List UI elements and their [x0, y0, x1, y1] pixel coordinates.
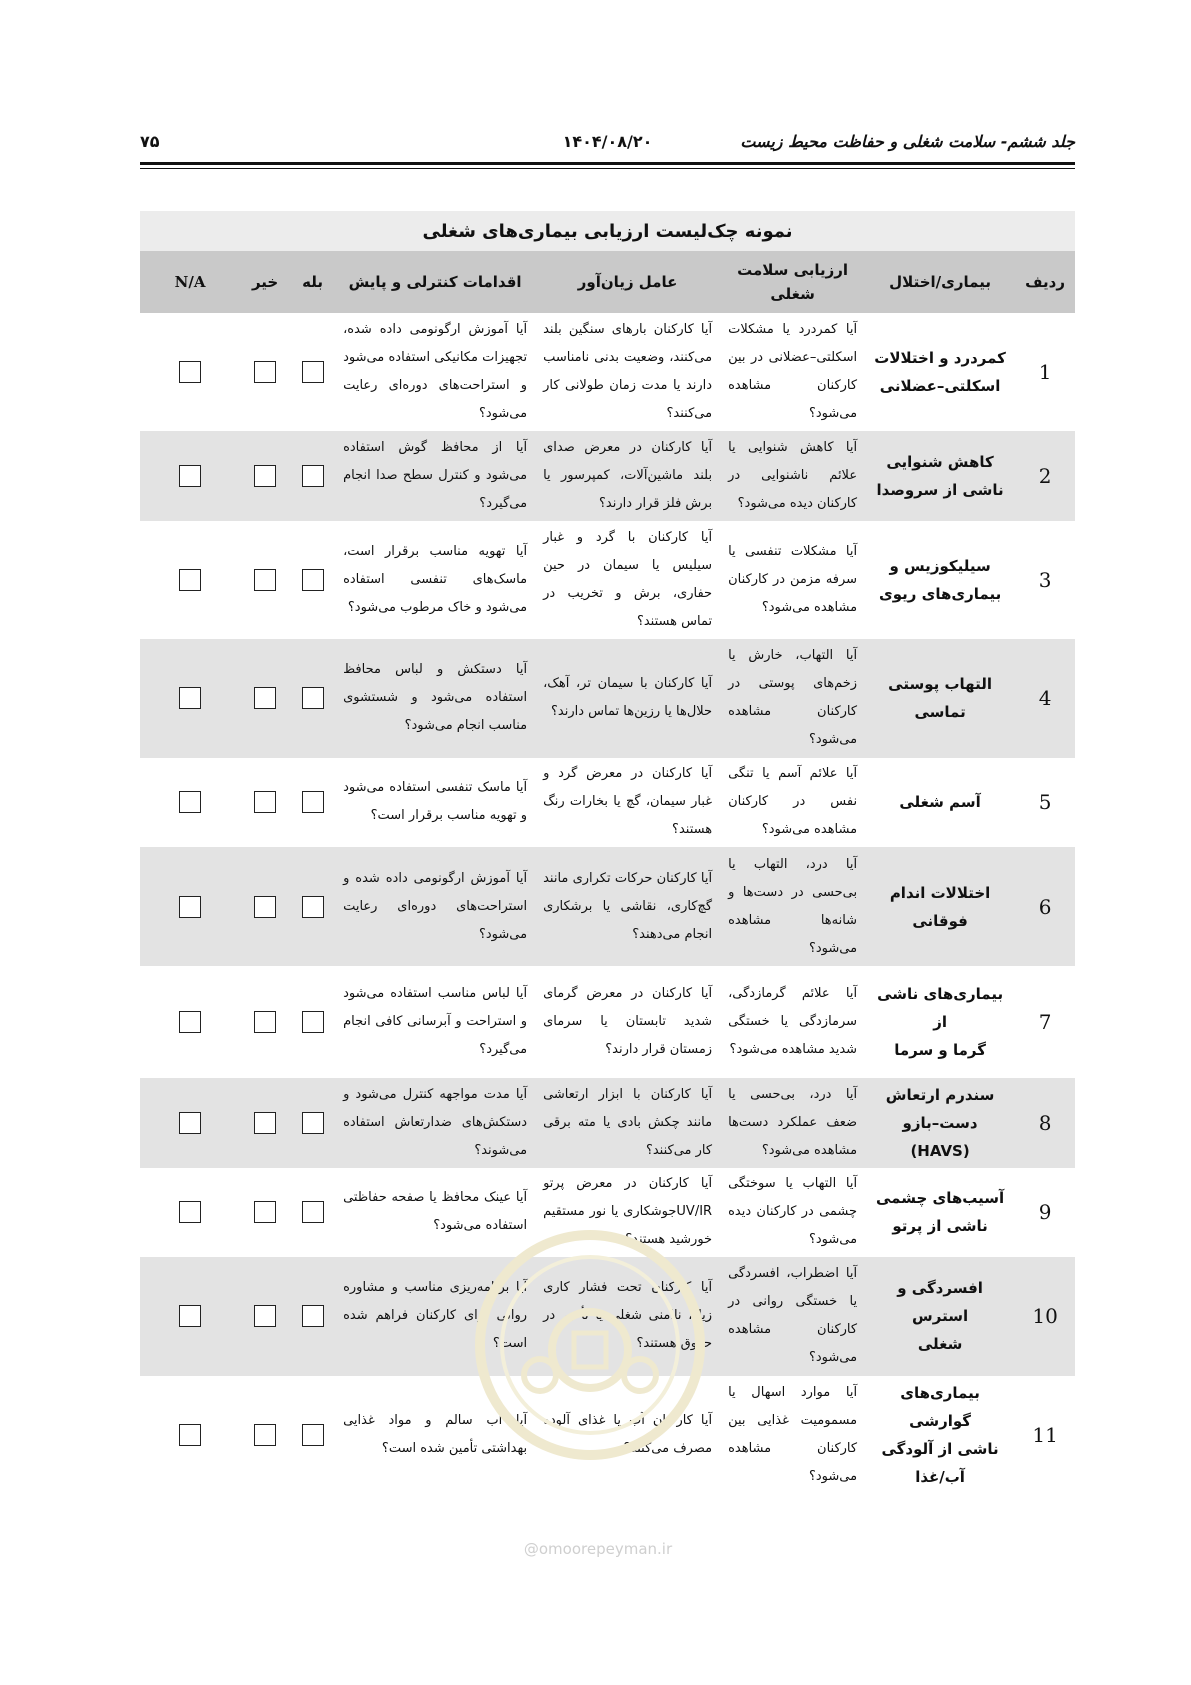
row-number: 5 — [1015, 758, 1075, 848]
na-cell — [140, 1078, 240, 1168]
no-checkbox[interactable] — [254, 1201, 276, 1223]
no-cell — [240, 1257, 290, 1375]
yes-checkbox[interactable] — [302, 791, 324, 813]
control-text: آیا آموزش ارگونومی داده شده و استراحت‌های دوره‌ای رعایت می‌شود؟ — [335, 847, 535, 965]
hazard-text: آیا کارکنان بارهای سنگین بلند می‌کنند، وضعیت بدنی نامناسب دارند یا مدت زمان طولانی کار می‌کنند؟ — [535, 313, 720, 431]
na-cell — [140, 313, 240, 431]
yes-checkbox[interactable] — [302, 1011, 324, 1033]
assessment-text: آیا علائم گرمازدگی، سرمازدگی یا خستگی شدید مشاهده می‌شود؟ — [720, 966, 865, 1078]
table-row — [140, 966, 1075, 1078]
no-checkbox[interactable] — [254, 569, 276, 591]
yes-checkbox[interactable] — [302, 896, 324, 918]
na-cell — [140, 431, 240, 521]
yes-cell — [290, 639, 335, 757]
yes-cell — [290, 1168, 335, 1258]
no-checkbox[interactable] — [254, 361, 276, 383]
yes-checkbox[interactable] — [302, 687, 324, 709]
na-cell — [140, 1168, 240, 1258]
yes-checkbox[interactable] — [302, 569, 324, 591]
disease-name: التهاب پوستی تماسی — [865, 639, 1015, 757]
na-checkbox[interactable] — [179, 465, 201, 487]
control-text: آیا لباس مناسب استفاده می‌شود و استراحت و آبرسانی کافی انجام می‌گیرد؟ — [335, 966, 535, 1078]
row-number: 7 — [1015, 966, 1075, 1078]
assessment-text: آیا موارد اسهال یا مسمومیت غذایی بین کارکنان مشاهده می‌شود؟ — [720, 1376, 865, 1494]
assessment-text: آیا التهاب، خارش یا زخم‌های پوستی در کارکنان مشاهده می‌شود؟ — [720, 639, 865, 757]
table-title: نمونه چک‌لیست ارزیابی بیماری‌های شغلی — [140, 211, 1075, 251]
yes-cell — [290, 313, 335, 431]
no-cell — [240, 521, 290, 639]
control-text: آیا آب سالم و مواد غذایی بهداشتی تأمین شده است؟ — [335, 1376, 535, 1494]
na-checkbox[interactable] — [179, 1424, 201, 1446]
no-checkbox[interactable] — [254, 791, 276, 813]
row-number: 6 — [1015, 847, 1075, 965]
no-checkbox[interactable] — [254, 896, 276, 918]
disease-name: سندرم ارتعاش دست–بازو (HAVS) — [865, 1078, 1015, 1168]
na-checkbox[interactable] — [179, 896, 201, 918]
yes-cell — [290, 1078, 335, 1168]
yes-cell — [290, 847, 335, 965]
table-row — [140, 1257, 1075, 1375]
na-checkbox[interactable] — [179, 361, 201, 383]
na-checkbox[interactable] — [179, 791, 201, 813]
disease-name: کمردرد و اختلالات اسکلتی–عضلانی — [865, 313, 1015, 431]
no-checkbox[interactable] — [254, 687, 276, 709]
hazard-text: آیا کارکنان در معرض گرد و غبار سیمان، گچ یا بخارات رنگ هستند؟ — [535, 758, 720, 848]
row-number: 4 — [1015, 639, 1075, 757]
header-hazard: عامل زیان‌آور — [535, 251, 720, 313]
assessment-text: آیا مشکلات تنفسی یا سرفه مزمن در کارکنان مشاهده می‌شود؟ — [720, 521, 865, 639]
na-checkbox[interactable] — [179, 1305, 201, 1327]
disease-name: افسردگی و استرس شغلی — [865, 1257, 1015, 1375]
control-text: آیا مدت مواجهه کنترل می‌شود و دستکش‌های ضدارتعاش استفاده می‌شوند؟ — [335, 1078, 535, 1168]
row-number: 10 — [1015, 1257, 1075, 1375]
table-row — [140, 431, 1075, 521]
na-cell — [140, 639, 240, 757]
hazard-text: آیا کارکنان در معرض گرمای شدید تابستان یا سرمای زمستان قرار دارند؟ — [535, 966, 720, 1078]
table-row — [140, 847, 1075, 965]
hazard-text: آیا کارکنان با گرد و غبار سیلیس یا سیمان در حین حفاری، برش و تخریب در تماس هستند؟ — [535, 521, 720, 639]
control-text: آیا تهویه مناسب برقرار است، ماسک‌های تنفسی استفاده می‌شود و خاک مرطوب می‌شود؟ — [335, 521, 535, 639]
no-checkbox[interactable] — [254, 1011, 276, 1033]
control-text: آیا عینک محافظ یا صفحه حفاظتی استفاده می‌شود؟ — [335, 1168, 535, 1258]
yes-checkbox[interactable] — [302, 361, 324, 383]
checklist-body — [140, 313, 1075, 1494]
hazard-text: آیا کارکنان آب یا غذای آلوده مصرف می‌کنند؟ — [535, 1376, 720, 1494]
header-date: ۱۴۰۴/۰۸/۲۰ — [562, 132, 653, 151]
page-header — [140, 128, 1075, 156]
disease-name: آسیب‌های چشمی ناشی از پرتو — [865, 1168, 1015, 1258]
disease-name: سیلیکوزیس و بیماری‌های ریوی — [865, 521, 1015, 639]
assessment-text: آیا کاهش شنوایی یا علائم ناشنوایی در کارکنان دیده می‌شود؟ — [720, 431, 865, 521]
disease-name: اختلالات اندام فوقانی — [865, 847, 1015, 965]
no-cell — [240, 431, 290, 521]
checklist-table — [140, 211, 1075, 1494]
yes-cell — [290, 521, 335, 639]
header-na: N/A — [140, 251, 240, 313]
assessment-text: آیا درد، التهاب یا بی‌حسی در دست‌ها و شانه‌ها مشاهده می‌شود؟ — [720, 847, 865, 965]
assessment-text: آیا اضطراب، افسردگی یا خستگی روانی در کارکنان مشاهده می‌شود؟ — [720, 1257, 865, 1375]
yes-cell — [290, 758, 335, 848]
no-cell — [240, 1376, 290, 1494]
header-disease: بیماری/اختلال — [865, 251, 1015, 313]
na-cell — [140, 1257, 240, 1375]
no-checkbox[interactable] — [254, 465, 276, 487]
yes-checkbox[interactable] — [302, 1424, 324, 1446]
control-text: آیا برنامه‌ریزی مناسب و مشاوره روانی برای کارکنان فراهم شده است؟ — [335, 1257, 535, 1375]
control-text: آیا ماسک تنفسی استفاده می‌شود و تهویه مناسب برقرار است؟ — [335, 758, 535, 848]
hazard-text: آیا کارکنان حرکات تکراری مانند گچ‌کاری، نقاشی یا برشکاری انجام می‌دهند؟ — [535, 847, 720, 965]
table-row — [140, 758, 1075, 848]
no-cell — [240, 847, 290, 965]
yes-checkbox[interactable] — [302, 1112, 324, 1134]
na-checkbox[interactable] — [179, 569, 201, 591]
watermark-text: @omoorepeyman.ir — [523, 1540, 673, 1558]
na-cell — [140, 1376, 240, 1494]
header-rule-thin — [140, 168, 1075, 169]
no-cell — [240, 966, 290, 1078]
na-cell — [140, 966, 240, 1078]
row-number: 1 — [1015, 313, 1075, 431]
table-row — [140, 521, 1075, 639]
yes-checkbox[interactable] — [302, 465, 324, 487]
yes-checkbox[interactable] — [302, 1305, 324, 1327]
assessment-text: آیا کمردرد یا مشکلات اسکلتی–عضلانی در بین کارکنان مشاهده می‌شود؟ — [720, 313, 865, 431]
header-rule-thick — [140, 162, 1075, 165]
assessment-text: آیا علائم آسم یا تنگی نفس در کارکنان مشاهده می‌شود؟ — [720, 758, 865, 848]
row-number: 3 — [1015, 521, 1075, 639]
page-number: ۷۵ — [140, 132, 160, 151]
na-cell — [140, 758, 240, 848]
yes-cell — [290, 431, 335, 521]
no-checkbox[interactable] — [254, 1112, 276, 1134]
na-checkbox[interactable] — [179, 1201, 201, 1223]
row-number: 2 — [1015, 431, 1075, 521]
control-text: آیا دستکش و لباس محافظ استفاده می‌شود و شستشوی مناسب انجام می‌شود؟ — [335, 639, 535, 757]
na-checkbox[interactable] — [179, 1011, 201, 1033]
control-text: آیا از محافظ گوش استفاده می‌شود و کنترل سطح صدا انجام می‌گیرد؟ — [335, 431, 535, 521]
control-text: آیا آموزش ارگونومی داده شده، تجهیزات مکانیکی استفاده می‌شود و استراحت‌های دوره‌ای رعایت می‌شود؟ — [335, 313, 535, 431]
header-yes: بله — [290, 251, 335, 313]
no-cell — [240, 1168, 290, 1258]
volume-title: جلد ششم- سلامت شغلی و حفاظت محیط زیست — [740, 132, 1075, 151]
na-cell — [140, 847, 240, 965]
hazard-text: آیا کارکنان در معرض صدای بلند ماشین‌آلات، کمپرسور یا برش فلز قرار دارند؟ — [535, 431, 720, 521]
table-row — [140, 313, 1075, 431]
yes-checkbox[interactable] — [302, 1201, 324, 1223]
no-cell — [240, 758, 290, 848]
table-row — [140, 1078, 1075, 1168]
na-checkbox[interactable] — [179, 1112, 201, 1134]
assessment-text: آیا درد، بی‌حسی یا ضعف عملکرد دست‌ها مشاهده می‌شود؟ — [720, 1078, 865, 1168]
disease-name: بیماری‌های گوارشی ناشی از آلودگی آب/غذا — [865, 1376, 1015, 1494]
yes-cell — [290, 1376, 335, 1494]
disease-name: آسم شغلی — [865, 758, 1015, 848]
yes-cell — [290, 1257, 335, 1375]
table-row — [140, 1168, 1075, 1258]
row-number: 11 — [1015, 1376, 1075, 1494]
row-number: 9 — [1015, 1168, 1075, 1258]
hazard-text: آیا کارکنان تحت فشار کاری زیاد، ناامنی شغلی یا تأخیر در حقوق هستند؟ — [535, 1257, 720, 1375]
header-row-number: ردیف — [1015, 251, 1075, 313]
no-cell — [240, 1078, 290, 1168]
hazard-text: آیا کارکنان در معرض پرتو UV/IRجوشکاری یا نور مستقیم خورشید هستند؟ — [535, 1168, 720, 1258]
hazard-text: آیا کارکنان با سیمان تر، آهک، حلال‌ها یا رزین‌ها تماس دارند؟ — [535, 639, 720, 757]
no-checkbox[interactable] — [254, 1424, 276, 1446]
header-assessment: ارزیابی سلامت شغلی — [720, 251, 865, 313]
header-control: اقدامات کنترلی و پایش — [335, 251, 535, 313]
header-no: خیر — [240, 251, 290, 313]
row-number: 8 — [1015, 1078, 1075, 1168]
disease-name: کاهش شنوایی ناشی از سروصدا — [865, 431, 1015, 521]
na-checkbox[interactable] — [179, 687, 201, 709]
table-row — [140, 639, 1075, 757]
no-cell — [240, 639, 290, 757]
hazard-text: آیا کارکنان با ابزار ارتعاشی مانند چکش بادی یا مته برقی کار می‌کنند؟ — [535, 1078, 720, 1168]
yes-cell — [290, 966, 335, 1078]
no-cell — [240, 313, 290, 431]
assessment-text: آیا التهاب یا سوختگی چشمی در کارکنان دیده می‌شود؟ — [720, 1168, 865, 1258]
table-row — [140, 1376, 1075, 1494]
no-checkbox[interactable] — [254, 1305, 276, 1327]
disease-name: بیماری‌های ناشی از گرما و سرما — [865, 966, 1015, 1078]
na-cell — [140, 521, 240, 639]
